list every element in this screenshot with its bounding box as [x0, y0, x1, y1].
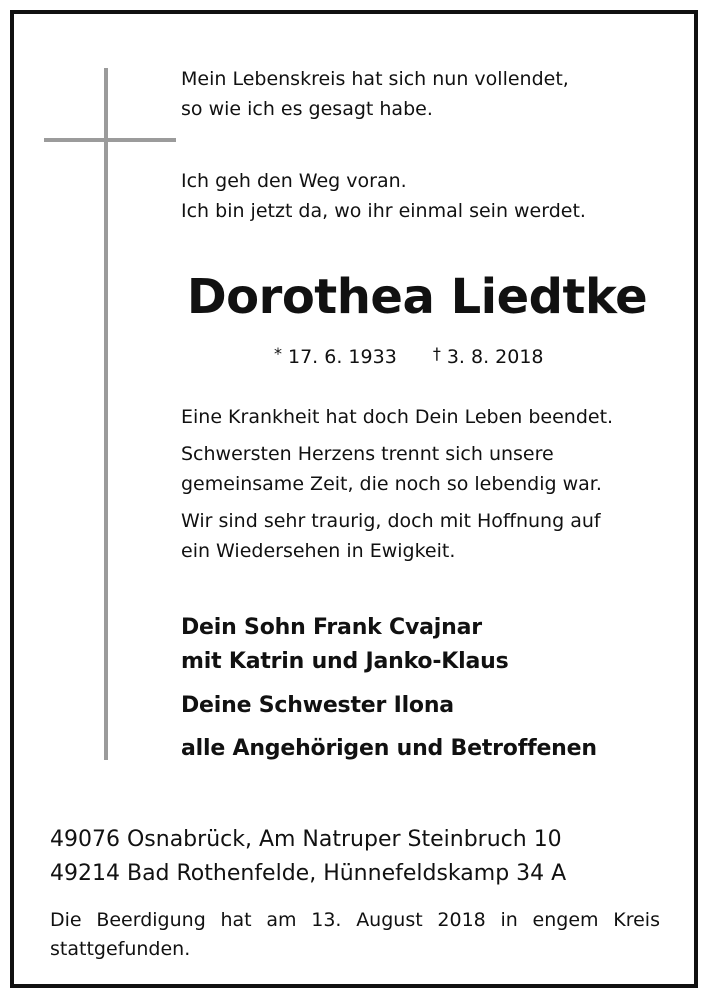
- death-date: 3. 8. 2018: [446, 346, 544, 368]
- mourner-line-4: alle Angehörigen und Betroffenen: [181, 736, 597, 761]
- address-line-1: 49076 Osnabrück, Am Natruper Steinbruch 10: [50, 827, 562, 852]
- birth-symbol: *: [274, 344, 282, 363]
- quote-line-1: Mein Lebenskreis hat sich nun vollendet,: [181, 68, 569, 90]
- message-line-4: Wir sind sehr traurig, doch mit Hoffnung auf: [181, 510, 601, 532]
- life-dates: [274, 340, 544, 371]
- quote-line-3: Ich geh den Weg voran.: [181, 170, 407, 192]
- death-symbol: †: [432, 344, 441, 363]
- cross-vertical-bar: [104, 68, 108, 760]
- quote-line-2: so wie ich es gesagt habe.: [181, 98, 433, 120]
- mourner-line-1: Dein Sohn Frank Cvajnar: [181, 615, 482, 640]
- birth-date: 17. 6. 1933: [288, 346, 397, 368]
- funeral-note: Die Beerdigung hat am 13. August 2018 in engem Kreis stattgefunden.: [50, 909, 660, 960]
- message-line-5: ein Wiedersehen in Ewigkeit.: [181, 540, 456, 562]
- quote-line-4: Ich bin jetzt da, wo ihr einmal sein werdet.: [181, 200, 586, 222]
- message-line-3: gemeinsame Zeit, die noch so lebendig war.: [181, 473, 602, 495]
- mourner-line-3: Deine Schwester Ilona: [181, 693, 454, 718]
- message-line-1: Eine Krankheit hat doch Dein Leben beendet.: [181, 406, 614, 428]
- mourner-line-2: mit Katrin und Janko-Klaus: [181, 649, 509, 674]
- deceased-name: Dorothea Liedtke: [186, 269, 648, 325]
- message-line-2: Schwersten Herzens trennt sich unsere: [181, 443, 554, 465]
- address-line-2: 49214 Bad Rothenfelde, Hünnefeldskamp 34 A: [50, 861, 567, 886]
- cross-horizontal-bar: [44, 138, 176, 142]
